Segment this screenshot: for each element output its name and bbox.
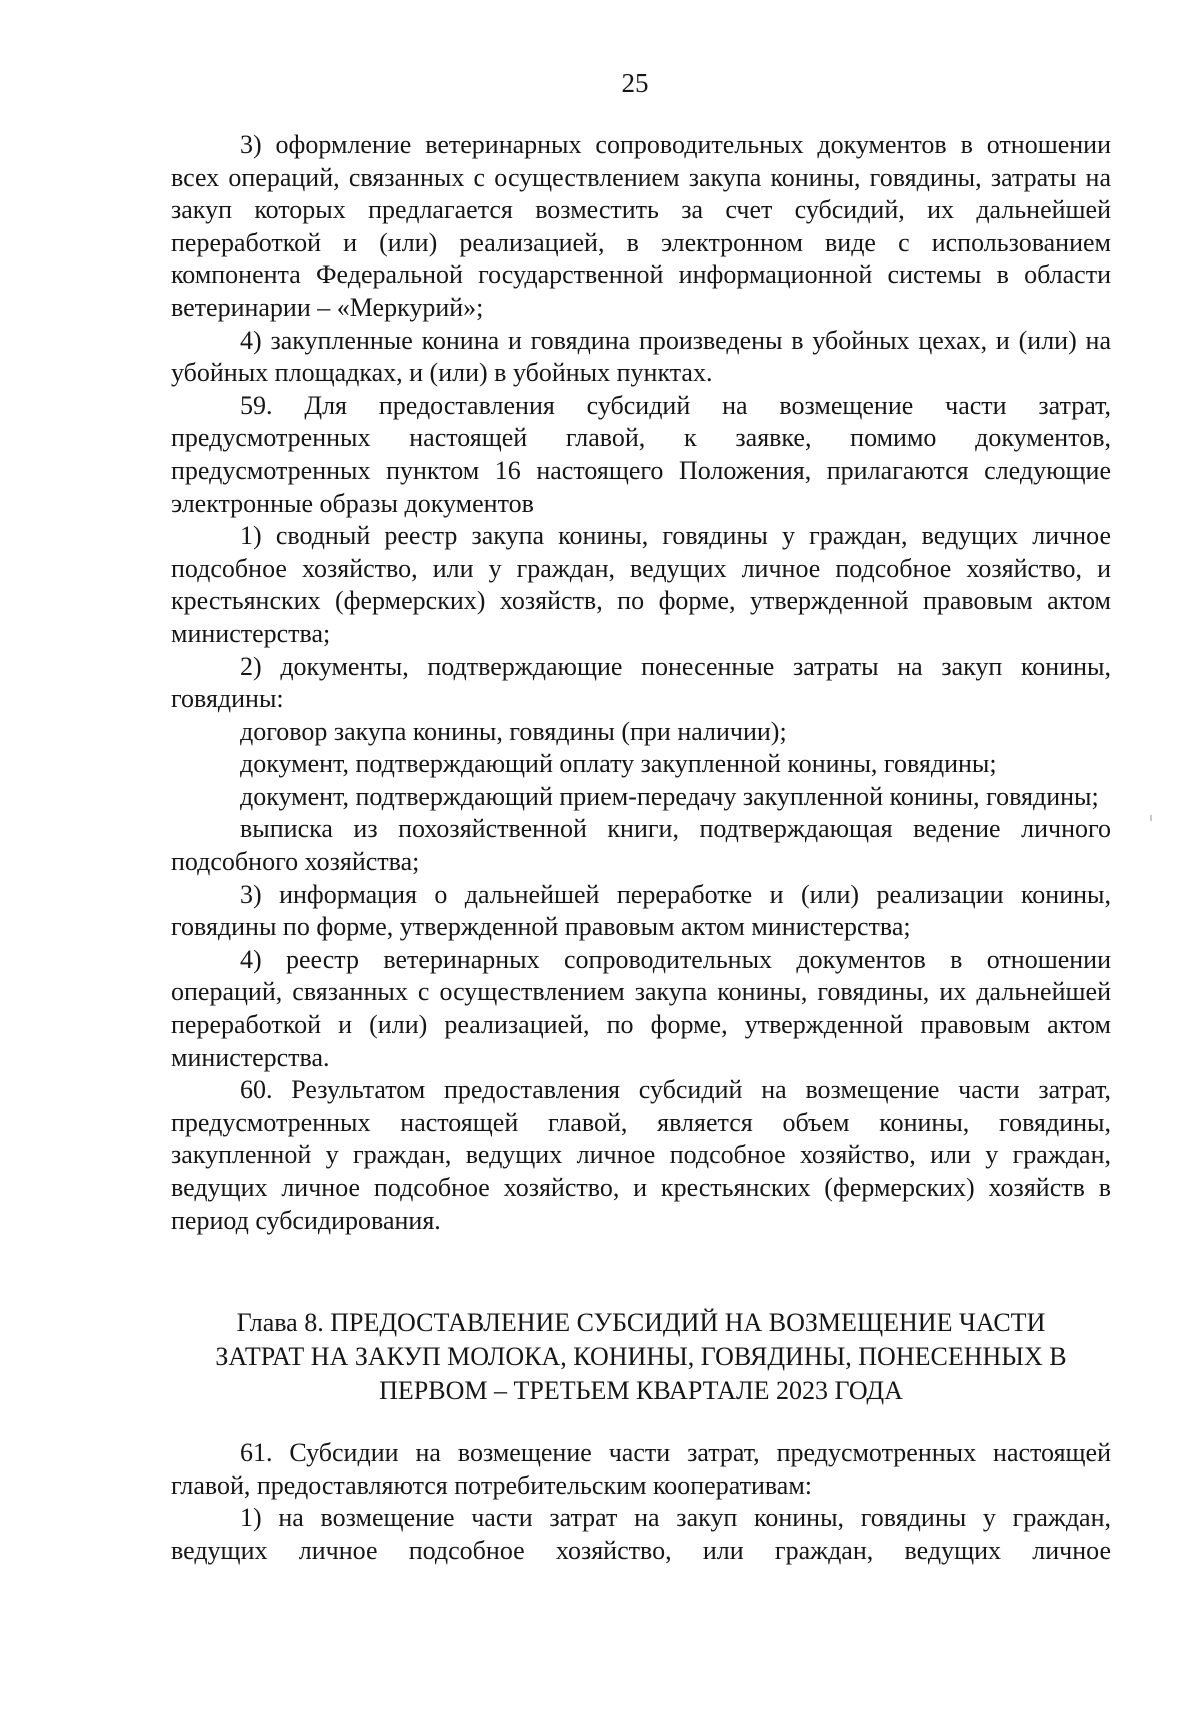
paragraph-item-4-slaughter: 4) закупленные конина и говядина произведены в убойных цехах, и (или) на убойных площадках, и (или) в убойных пунктах.	[171, 325, 1111, 388]
paragraph-59-item-2-household-book: выписка из похозяйственной книги, подтверждающая ведение личного подсобного хозяйства;	[171, 814, 1111, 877]
paragraph-59-item-1: 1) сводный реестр закупа конины, говядины у граждан, ведущих личное подсобное хозяйство, или у граждан, ведущих личное подсобное хозяйство, и крестьянских (фермерских) хозяйств, по форме, утвержденной правовым актом министерства;	[171, 521, 1111, 648]
paragraph-60: 60. Результатом предоставления субсидий на возмещение части затрат, предусмотренных настоящей главой, является объем конины, говядины, закупленной у граждан, ведущих личное подсобное хозяйство, или у граждан, ведущих личное подсобное хозяйство, и крестьянских (фермерских) хозяйств в период субсидирования.	[171, 1075, 1111, 1235]
paragraph-item-3-vet-docs: 3) оформление ветеринарных сопроводительных документов в отношении всех операций, связанных с осуществлением закупа конины, говядины, затраты на закуп которых предлагается возместить за счет субсидий, их дальнейшей переработкой и (или) реализацией, в электронном виде с использованием компонента Федеральной государственной информационной системы в области ветеринарии – «Меркурий»;	[171, 130, 1111, 322]
paragraph-61: 61. Субсидии на возмещение части затрат, предусмотренных настоящей главой, предоставляются потребительским кооперативам:	[171, 1438, 1111, 1500]
paragraph-59-item-3: 3) информация о дальнейшей переработке и (или) реализации конины, говядины по форме, утвержденной правовым актом министерства;	[171, 879, 1111, 942]
page-number: 25	[621, 68, 649, 98]
paragraph-61-item-1: 1) на возмещение части затрат на закуп конины, говядины у граждан, ведущих личное подсобное хозяйство, или граждан, ведущих личное	[171, 1503, 1111, 1565]
paragraph-59: 59. Для предоставления субсидий на возмещение части затрат, предусмотренных настоящей главой, к заявке, помимо документов, предусмотренных пунктом 16 настоящего Положения, прилагаются следующие электронные образы документов	[171, 390, 1111, 518]
paragraph-59-item-2-transfer: документ, подтверждающий прием-передачу закупленной конины, говядины;	[240, 781, 1099, 811]
paragraph-59-item-2-payment: документ, подтверждающий оплату закупленной конины, говядины;	[240, 749, 997, 779]
chapter-heading-line-3: ПЕРВОМ – ТРЕТЬЕМ КВАРТАЛЕ 2023 ГОДА	[379, 1376, 903, 1405]
body-text-bottom	[171, 1437, 1111, 1567]
paragraph-59-item-2: 2) документы, подтверждающие понесенные затраты на закуп конины, говядины:	[171, 651, 1111, 714]
scan-artifact	[1150, 815, 1152, 821]
chapter-heading-line-1: Глава 8. ПРЕДОСТАВЛЕНИЕ СУБСИДИЙ НА ВОЗМЕЩЕНИЕ ЧАСТИ	[236, 1308, 1046, 1337]
chapter-heading-line-2: ЗАТРАТ НА ЗАКУП МОЛОКА, КОНИНЫ, ГОВЯДИНЫ, ПОНЕСЕННЫХ В	[215, 1342, 1067, 1371]
chapter-heading	[171, 1306, 1111, 1408]
body-text-top	[171, 129, 1111, 1237]
paragraph-59-item-4: 4) реестр ветеринарных сопроводительных документов в отношении операций, связанных с осуществлением закупа конины, говядины, их дальнейшей переработкой и (или) реализацией, по форме, утвержденной правовым актом министерства.	[171, 944, 1111, 1072]
paragraph-59-item-2-contract: договор закупа конины, говядины (при наличии);	[240, 716, 787, 746]
